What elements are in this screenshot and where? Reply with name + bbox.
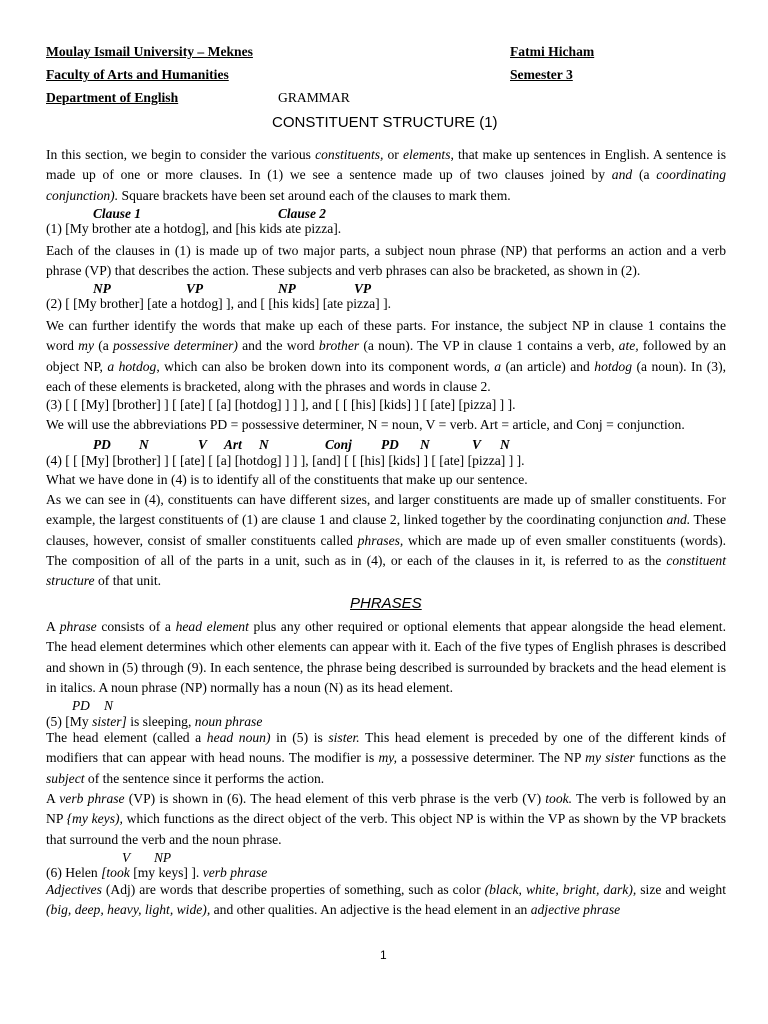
ex4-label: PD: [381, 437, 399, 452]
italic-text: sister]: [92, 714, 127, 729]
paragraph-constituent-sizes: [46, 490, 726, 591]
italic-text: a: [494, 358, 502, 374]
ex4-label: N: [259, 437, 269, 452]
text-run: (Adj) are words that describe properties of something, such as color: [101, 882, 485, 897]
text-run: , which can also be broken down into its component words,: [156, 358, 495, 374]
ex4-label: Conj: [325, 437, 352, 452]
italic-text: my,: [378, 750, 397, 766]
text-run: Square brackets have been set around each of the clauses to mark them.: [118, 187, 511, 203]
text-run: (VP) is shown in (6). The head element of this verb phrase is the verb (V): [124, 791, 546, 806]
italic-text: constituent structure: [46, 552, 726, 589]
ex4-label: Art: [224, 437, 242, 452]
italic-text: took.: [545, 791, 573, 806]
text-run: A: [46, 791, 60, 806]
example-4: (4) [ [ [My] [brother] ] [ [ate] [ [a] [hotdog] ] ] ], [and] [ [ [his] [kids] ] [ [ate] [pizza] ] ].: [46, 453, 525, 468]
subject-label: GRAMMAR: [278, 90, 350, 105]
text-run: a possessive determiner. The NP: [396, 750, 586, 766]
ex4-label: V: [472, 437, 481, 452]
italic-text: head element: [175, 619, 249, 634]
italic-text: sister.: [328, 730, 360, 745]
italic-text: [took: [101, 865, 130, 880]
italic-text: my: [78, 338, 94, 354]
text-run: which are made up of even smaller constituents (words). The composition of all of the parts in a unit, such as in (4), or each of the clauses in it, is referred to as the: [46, 532, 726, 568]
text-run: (an article) and: [501, 358, 595, 374]
university-name: Moulay Ismail University – Meknes: [46, 44, 253, 59]
text-run: in (5) is: [270, 730, 329, 745]
ex2-label: VP: [354, 281, 372, 296]
paragraph-identify: What we have done in (4) is to identify all of the constituents that make up our sentence.: [46, 472, 528, 487]
page-number: 1: [380, 948, 387, 962]
text-run: and other qualities. An adjective is the head element in an: [210, 902, 531, 918]
paragraph-words: [46, 316, 726, 397]
italic-text: possessive determiner): [112, 338, 238, 354]
example-1: (1) [My brother ate a hotdog], and [his kids ate pizza].: [46, 221, 342, 236]
department-name: Department of English: [46, 90, 179, 105]
text-run: We can further identify the words that make up each of these parts. For instance, the subject NP in clause 1 contains the word: [46, 318, 726, 354]
italic-text: ate,: [618, 338, 639, 354]
text-run: , that make up sentences in English. A sentence is made up of one or more clauses. In (1) we see a sentence made up of two clauses joined by: [46, 147, 726, 183]
ex2-label: NP: [278, 281, 296, 296]
italic-text: and: [611, 167, 633, 183]
italic-text: and.: [666, 512, 691, 528]
clause-2-label: Clause 2: [278, 206, 326, 221]
text-run: (5) [My: [46, 714, 93, 729]
text-run: (a noun). In (3), each of these elements is bracketed, along with the phrases and words in clause 2.: [46, 358, 726, 394]
example-2: (2) [ [My brother] [ate a hotdog] ], and [ [his kids] [ate pizza] ].: [46, 296, 391, 311]
ex4-label: N: [500, 437, 510, 452]
text-run: The head element (called a: [46, 730, 207, 745]
text-run: (a noun). The VP in clause 1 contains a verb,: [359, 338, 619, 354]
text-run: of that unit.: [94, 573, 162, 589]
italic-text: {my keys),: [66, 811, 123, 827]
text-run: This head element is preceded by one of the different kinds of modifiers that can appear with head nouns. The modifier is: [46, 730, 726, 766]
text-run: (a: [94, 338, 113, 354]
text-run: Each of the clauses in (1) is made up of two major parts, a subject noun phrase (NP) that performs an action and a verb phrase (VP) that describes the action. These subjects and verb phrases can also be bracketed, as shown in (2).: [46, 243, 726, 279]
text-run: size and weight: [636, 882, 726, 897]
italic-text: a hotdog: [107, 358, 157, 374]
abbreviations-line: We will use the abbreviations PD = possessive determiner, N = noun, V = verb. Art = article, and Conj = conjunction.: [46, 417, 685, 432]
italic-text: Adjectives: [46, 882, 102, 897]
text-run: of the sentence since it performs the action.: [84, 770, 325, 786]
italic-text: phrase: [59, 619, 97, 634]
text-run: followed by an object NP,: [46, 338, 727, 374]
ex4-label: PD: [93, 437, 111, 452]
text-run: consists of a: [96, 619, 176, 634]
paragraph-verb-phrase: [46, 789, 726, 850]
faculty-name: Faculty of Arts and Humanities: [46, 67, 229, 82]
text-run: A: [46, 619, 60, 634]
text-run: (6) Helen: [46, 865, 102, 880]
text-run: These clauses, however, consist of smaller constituents called: [46, 512, 726, 548]
text-run: and the word: [237, 338, 319, 354]
ex6-label: NP: [154, 850, 172, 865]
text-run: The verb is followed by an NP: [46, 791, 727, 827]
intro-paragraph: [46, 145, 726, 206]
paragraph-head-noun: [46, 728, 726, 789]
text-run: is sleeping,: [126, 714, 195, 729]
semester-label: Semester 3: [510, 67, 573, 82]
italic-text: brother: [318, 338, 360, 354]
ex4-label: V: [198, 437, 207, 452]
text-run: (a: [632, 167, 657, 183]
paragraph-phrase-definition: [46, 617, 726, 698]
paragraph-adjectives: [46, 880, 726, 921]
text-run: In this section, we begin to consider the various: [46, 147, 316, 162]
italic-text: coordinating conjunction).: [46, 167, 726, 203]
page-title: CONSTITUENT STRUCTURE (1): [272, 114, 498, 131]
ex6-label: V: [122, 850, 131, 865]
italic-text: verb phrase: [59, 791, 125, 806]
italic-text: head noun): [206, 730, 271, 745]
text-run: [my keys] ].: [129, 865, 203, 880]
text-run: plus any other required or optional elements that appear alongside the head element. The head element determines which other elements can appear with it. Each of the five types of English phrases is described and shown in (5) through (9). In each sentence, the phrase being described is surrounded by brackets and the head element is in italics. A noun phrase (NP) normally has a noun (N) as its head element.: [46, 619, 726, 695]
text-run: functions as the: [634, 750, 726, 766]
italic-text: noun phrase: [194, 714, 263, 729]
italic-text: verb phrase: [202, 865, 268, 880]
example-6: [46, 865, 267, 881]
ex5-label: PD: [72, 698, 90, 713]
italic-text: (black, white, bright, dark),: [484, 882, 637, 897]
text-run: As we can see in (4), constituents can have different sizes, and larger constituents are made up of smaller constituents. For example, the largest constituents of (1) are clause 1 and clause 2, linked together by the coordinating conjunction: [46, 492, 726, 528]
italic-text: elements: [402, 147, 451, 162]
clause-1-label: Clause 1: [93, 206, 141, 221]
italic-text: my sister: [585, 750, 635, 766]
ex2-label: VP: [186, 281, 204, 296]
italic-text: adjective phrase: [530, 902, 621, 918]
ex4-label: N: [420, 437, 430, 452]
italic-text: subject: [46, 770, 85, 786]
example-3: (3) [ [ [My] [brother] ] [ [ate] [ [a] [hotdog] ] ] ], and [ [ [his] [kids] ] [ [ate] [pizza] ] ].: [46, 397, 516, 412]
ex5-label: N: [104, 698, 113, 713]
text-run: or: [383, 147, 403, 162]
ex2-label: NP: [93, 281, 111, 296]
paragraph-subjects-verbs: [46, 241, 726, 282]
author-name: Fatmi Hicham: [510, 44, 595, 59]
italic-text: constituents,: [315, 147, 384, 162]
italic-text: (big, deep, heavy, light, wide),: [46, 902, 211, 918]
section-heading-phrases: PHRASES: [350, 595, 422, 612]
ex4-label: N: [139, 437, 149, 452]
italic-text: phrases,: [357, 532, 404, 548]
text-run: which functions as the direct object of the verb. This object NP is within the VP as shown by the VP brackets that surround the verb and the noun phrase.: [46, 811, 726, 847]
italic-text: hotdog: [594, 358, 633, 374]
